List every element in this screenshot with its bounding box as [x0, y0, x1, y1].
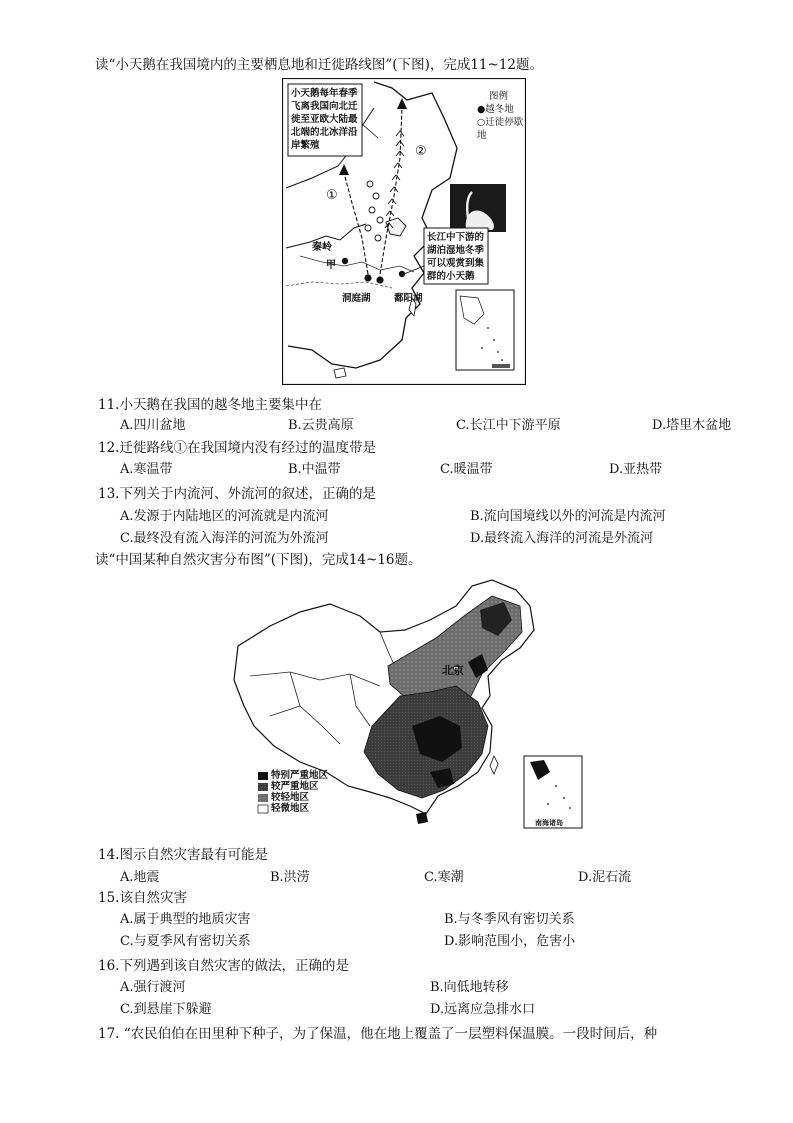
legend-item-most-serious: 特别严重地区 — [271, 770, 329, 781]
hollow-dot-icon: ○ — [477, 117, 486, 128]
callout-line: 群的小天鹅 — [427, 271, 475, 282]
legend-item-serious: 较严重地区 — [271, 781, 319, 792]
intro-text-1: 读“小天鹅在我国境内的主要栖息地和迁徙路线图”(下图)，完成11~12题。 — [95, 57, 544, 73]
question-12-option-c[interactable]: C.暖温带 — [440, 462, 493, 477]
label-qinling: 秦岭 — [312, 242, 332, 253]
question-12-option-d[interactable]: D.亚热带 — [609, 462, 663, 477]
question-16-option-d[interactable]: D.远离应急排水口 — [430, 1002, 536, 1017]
question-11-option-d[interactable]: D.塔里木盆地 — [652, 418, 732, 433]
question-12-option-b[interactable]: B.中温带 — [288, 462, 341, 477]
question-13-stem: 13.下列关于内流河、外流河的叙述，正确的是 — [98, 486, 376, 502]
callout-line: 长江中下游的 — [427, 232, 485, 243]
legend-item-stopover: ○迁徙停歇地 — [477, 117, 524, 141]
disaster-legend — [271, 770, 328, 814]
callout-line: 可以观赏到集 — [427, 258, 485, 269]
intro-text-2: 读“中国某种自然灾害分布图”(下图)，完成14~16题。 — [95, 552, 422, 568]
legend-item-wintering: ●越冬地 — [477, 104, 514, 115]
question-11-option-a[interactable]: A.四川盆地 — [120, 418, 186, 433]
map-legend — [477, 90, 526, 142]
question-14-option-d[interactable]: D.泥石流 — [578, 870, 632, 885]
swan-migration-map — [282, 78, 526, 385]
disaster-distribution-map — [230, 576, 588, 838]
question-11-stem: 11.小天鹅在我国的越冬地主要集中在 — [98, 397, 322, 413]
question-14-option-a[interactable]: A.地震 — [120, 870, 160, 885]
question-13-option-c[interactable]: C.最终没有流入海洋的河流为外流河 — [120, 531, 329, 546]
question-14-option-b[interactable]: B.洪涝 — [270, 870, 310, 885]
callout-line: 岸繁殖 — [291, 140, 320, 151]
route-1-label: ① — [326, 188, 338, 203]
question-14-option-c[interactable]: C.寒潮 — [424, 870, 464, 885]
label-beijing: 北京 — [442, 664, 464, 677]
question-15-option-d[interactable]: D.影响范围小，危害小 — [444, 934, 576, 949]
label-dongting-lake: 洞庭湖 — [342, 293, 371, 304]
callout-line: 小天鹅每年春季 — [291, 88, 358, 99]
question-11-option-c[interactable]: C.长江中下游平原 — [456, 418, 561, 433]
question-17-stem: 17. “农民伯伯在田里种下种子，为了保温，他在地上覆盖了一层塑料保温膜。一段时间后，种 — [98, 1026, 658, 1042]
filled-dot-icon: ● — [477, 104, 486, 115]
label-jia: 甲 — [326, 260, 336, 271]
callout-line: 北端的北冰洋沿 — [291, 127, 358, 138]
question-15-stem: 15.该自然灾害 — [98, 890, 187, 906]
question-15-option-a[interactable]: A.属于典型的地质灾害 — [120, 912, 251, 927]
legend-title: 图例 — [489, 91, 509, 102]
question-11-option-b[interactable]: B.云贵高原 — [288, 418, 354, 433]
question-16-option-a[interactable]: A.强行渡河 — [120, 980, 186, 995]
callout-line: 湖泊湿地冬季 — [427, 245, 485, 256]
question-14-stem: 14.图示自然灾害最有可能是 — [98, 847, 268, 863]
question-16-option-b[interactable]: B.向低地转移 — [430, 980, 509, 995]
callout-yangtze — [427, 231, 484, 283]
question-16-option-c[interactable]: C.到悬崖下躲避 — [120, 1002, 212, 1017]
question-15-option-b[interactable]: B.与冬季风有密切关系 — [444, 912, 575, 927]
callout-migration — [291, 87, 358, 152]
question-13-option-d[interactable]: D.最终流入海洋的河流是外流河 — [470, 531, 654, 546]
callout-line: 徙至亚欧大陆最 — [291, 114, 358, 125]
question-13-option-b[interactable]: B.流向国境线以外的河流是内流河 — [470, 509, 666, 524]
legend-item-light: 较轻地区 — [271, 792, 310, 803]
callout-line: 飞离我国向北迁 — [291, 101, 358, 112]
question-13-option-a[interactable]: A.发源于内陆地区的河流就是内流河 — [120, 509, 329, 524]
question-15-option-c[interactable]: C.与夏季风有密切关系 — [120, 934, 251, 949]
question-16-stem: 16.下列遇到该自然灾害的做法，正确的是 — [98, 958, 349, 974]
legend-item-slight: 轻微地区 — [271, 803, 310, 814]
route-2-label: ② — [415, 144, 427, 159]
question-12-stem: 12.迁徙路线①在我国境内没有经过的温度带是 — [98, 440, 376, 456]
label-poyang-lake: 鄱阳湖 — [394, 293, 423, 304]
question-12-option-a[interactable]: A.寒温带 — [120, 462, 173, 477]
inset-label: 南海诸岛 — [535, 819, 563, 827]
